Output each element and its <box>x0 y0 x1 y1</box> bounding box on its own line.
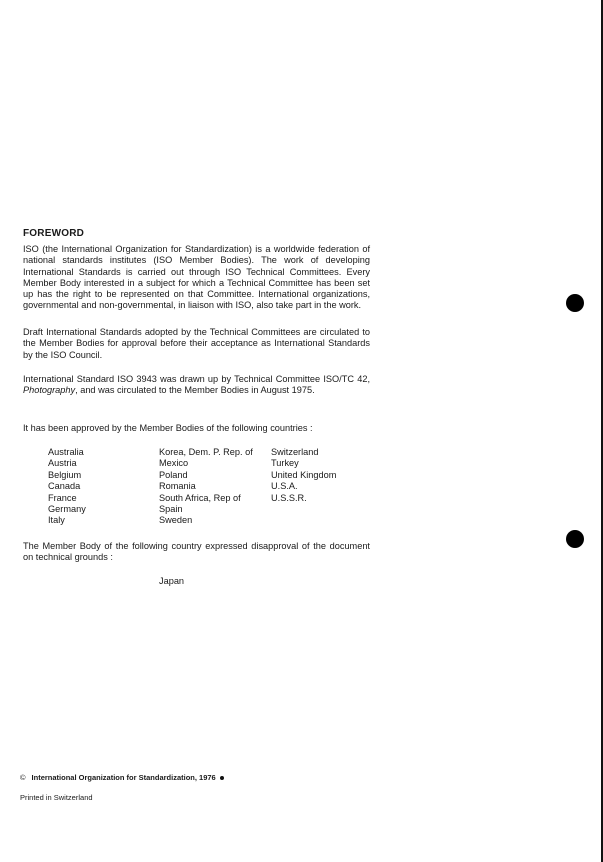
bullet-dot-icon <box>220 776 224 780</box>
country: Belgium <box>48 469 82 480</box>
foreword-paragraph-4: It has been approved by the Member Bodies of the following countries : <box>23 423 313 433</box>
country: United Kingdom <box>271 469 337 480</box>
country: Austria <box>48 458 77 469</box>
country: Switzerland <box>271 447 319 457</box>
disapproving-country: Japan <box>159 576 185 586</box>
foreword-paragraph-2: Draft International Standards adopted by the Technical Committees are circulated to the Member Bodies for approval before their acceptance as International Standards by the ISO Council. <box>23 327 370 360</box>
countries-column-2 <box>159 447 253 527</box>
country: Sweden <box>159 515 193 526</box>
country: Spain <box>159 504 183 515</box>
foreword-paragraph-5: The Member Body of the following country expressed disapproval of the document on technical grounds : <box>23 541 370 563</box>
copyright-text: International Organization for Standardization, 1976 <box>31 773 216 782</box>
punch-hole <box>566 294 584 312</box>
countries-column-1 <box>48 447 86 527</box>
country: U.S.S.R. <box>271 492 307 503</box>
countries-column-3 <box>271 447 336 504</box>
copyright-notice <box>20 773 224 782</box>
printed-notice: Printed in Switzerland <box>20 793 93 802</box>
committee-title: Photography <box>23 385 76 396</box>
country: Mexico <box>159 458 189 469</box>
foreword-paragraph-3 <box>23 374 370 397</box>
paragraph-3-prefix: International Standard ISO 3943 was drawn up by Technical Committee ISO/TC 42, <box>23 374 370 384</box>
country: Germany <box>48 504 86 515</box>
country: Canada <box>48 481 81 492</box>
country: Korea, Dem. P. Rep. of <box>159 447 253 457</box>
foreword-paragraph-1: ISO (the International Organization for Standardization) is a worldwide federation of national standards institutes (ISO Member Bodies). The work of developing International Standards is carried out through ISO Technical Committees. Every Member Body interested in a subject for which a Technical Committee has been set up has the right to be represented on that Committee. International organizations, governmental and non-governmental, in liaison with ISO, also take part in the work. <box>23 244 370 311</box>
country: Romania <box>159 481 196 492</box>
copyright-icon: © <box>20 773 26 782</box>
country: Poland <box>159 469 188 480</box>
country: South Africa, Rep of <box>159 492 241 503</box>
punch-hole <box>566 530 584 548</box>
country: Australia <box>48 447 84 457</box>
country: Turkey <box>271 458 299 469</box>
paragraph-3-suffix: , and was circulated to the Member Bodies in August 1975. <box>75 385 315 396</box>
country: Italy <box>48 515 65 526</box>
country: France <box>48 492 77 503</box>
country: U.S.A. <box>271 481 298 492</box>
foreword-heading: FOREWORD <box>23 228 85 239</box>
